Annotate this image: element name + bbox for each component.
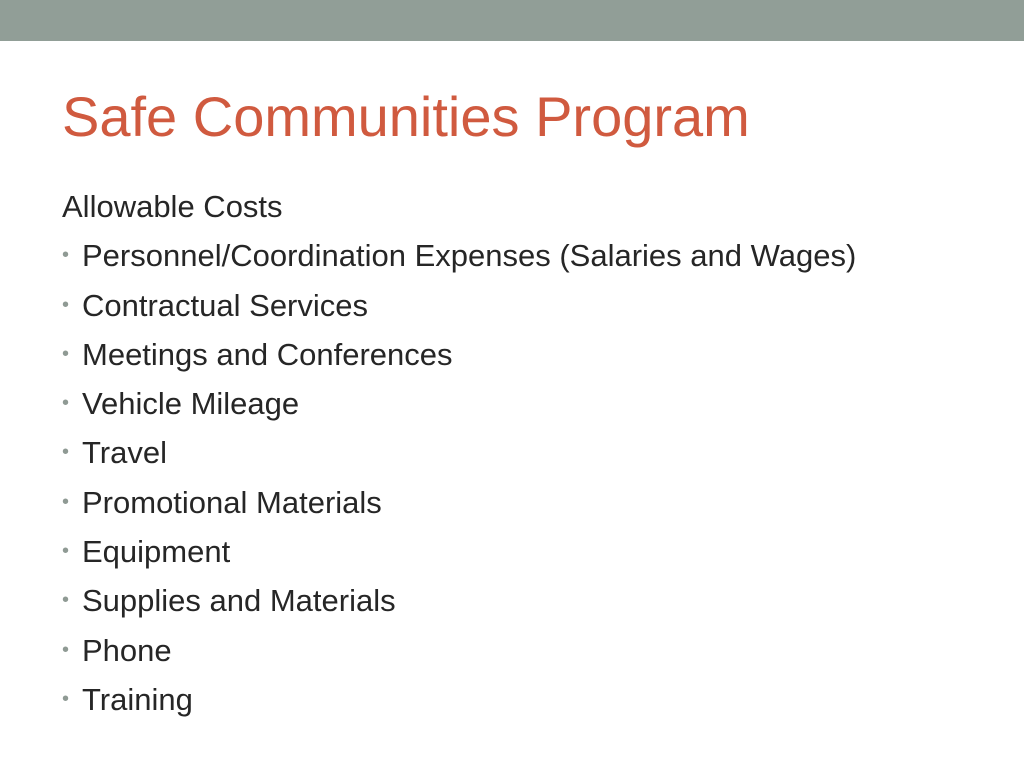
bullet-icon: • [62,441,70,464]
slide-body [62,182,1002,724]
list-item-label: Equipment [82,534,231,570]
list-item-label: Travel [82,435,167,471]
list-item [62,231,1002,280]
list-item [62,478,1002,527]
list-item-label: Contractual Services [82,287,369,323]
bullet-icon: • [62,293,70,316]
bullet-icon: • [62,490,70,513]
list-item-label: Vehicle Mileage [82,386,300,422]
slide-title: Safe Communities Program [62,85,750,148]
list-item [62,330,1002,379]
bullet-icon: • [62,638,70,661]
list-item-label: Supplies and Materials [82,583,396,619]
bullet-icon: • [62,392,70,415]
list-item-label: Personnel/Coordination Expenses (Salaries and Wages) [82,238,857,274]
list-item [62,675,1002,724]
bullet-icon: • [62,687,70,710]
bullet-icon: • [62,540,70,563]
list-item [62,428,1002,477]
list-item [62,626,1002,675]
bullet-icon: • [62,244,70,267]
list-item-label: Promotional Materials [82,484,382,520]
allowable-costs-list [62,231,1002,724]
list-item-label: Phone [82,632,172,668]
list-item [62,527,1002,576]
bullet-icon: • [62,589,70,612]
section-heading: Allowable Costs [62,189,283,224]
list-item [62,379,1002,428]
list-item-label: Training [82,681,193,717]
list-item [62,576,1002,625]
top-accent-bar [0,0,1024,41]
list-item-label: Meetings and Conferences [82,336,453,372]
bullet-icon: • [62,342,70,365]
list-item [62,281,1002,330]
